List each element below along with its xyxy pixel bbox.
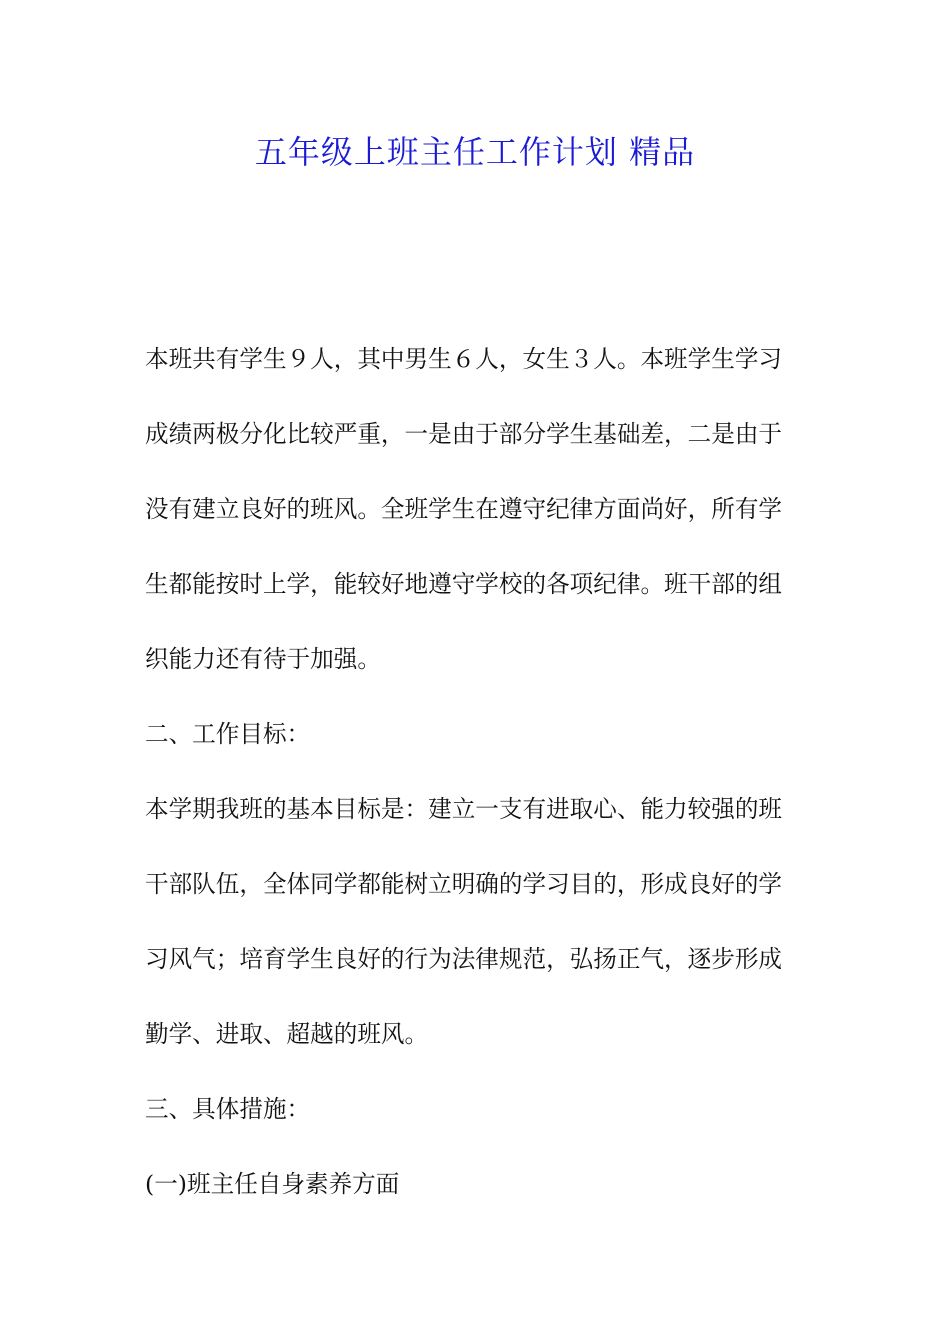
- text-line: 织能力还有待于加强。: [145, 645, 381, 673]
- paragraph-class-overview: [145, 322, 807, 697]
- text-line: 习风气；培育学生良好的行为法律规范，弘扬正气，逐步形成: [145, 945, 783, 973]
- text-line: 本学期我班的基本目标是：建立一支有进取心、能力较强的班: [145, 795, 783, 823]
- document-body: [145, 322, 807, 1222]
- paragraph-goals: [145, 772, 807, 1072]
- text-line: 成绩两极分化比较严重，一是由于部分学生基础差，二是由于: [145, 420, 783, 448]
- document-title: 五年级上班主任工作计划 精品: [254, 133, 696, 171]
- section-heading-measures: 三、具体措施：: [145, 1095, 311, 1123]
- subsection-heading-teacher-quality: (一)班主任自身素养方面: [145, 1170, 400, 1198]
- text-line: 没有建立良好的班风。全班学生在遵守纪律方面尚好，所有学: [145, 495, 783, 523]
- text-line: 本班共有学生９人，其中男生６人，女生３人。本班学生学习: [145, 345, 783, 373]
- text-line: 生都能按时上学，能较好地遵守学校的各项纪律。班干部的组: [145, 570, 783, 598]
- text-line: 干部队伍，全体同学都能树立明确的学习目的，形成良好的学: [145, 870, 783, 898]
- text-line: 勤学、进取、超越的班风。: [145, 1020, 429, 1048]
- section-heading-goals: 二、工作目标：: [145, 720, 311, 748]
